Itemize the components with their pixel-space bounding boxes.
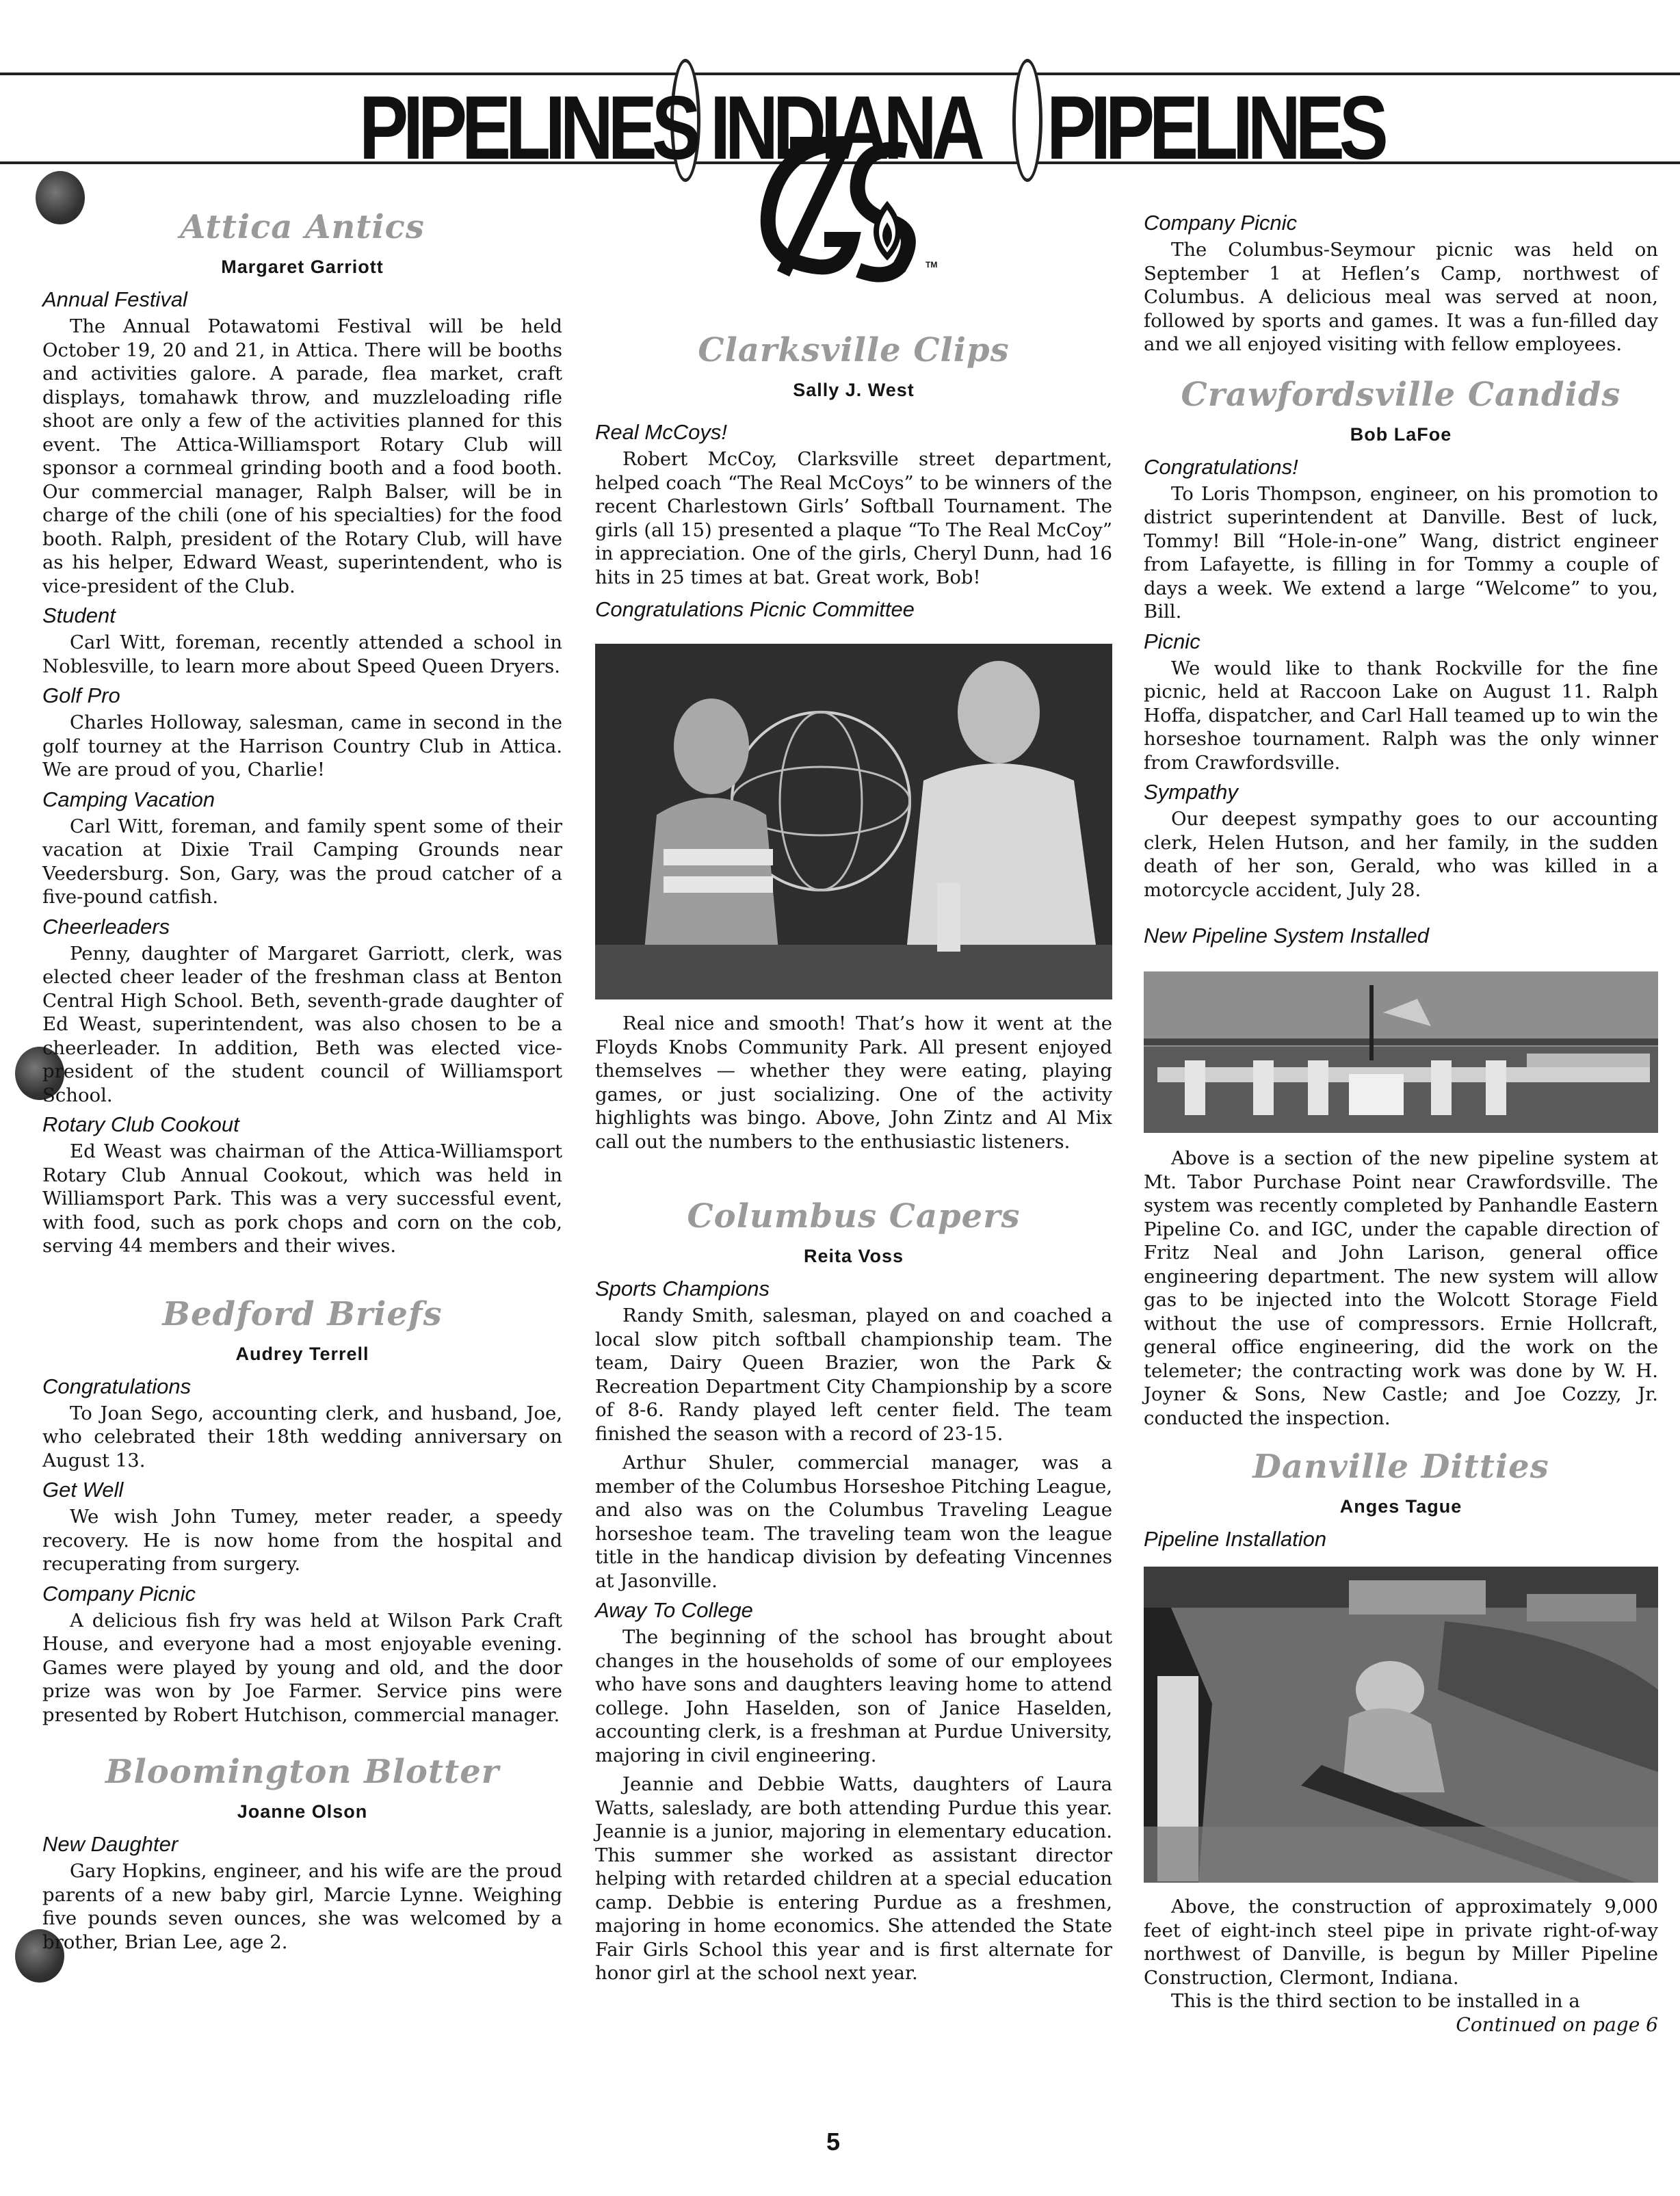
page-number: 5: [826, 2128, 841, 2156]
masthead-pipe-right: [1012, 59, 1042, 182]
clarksville-photo-caption: Real nice and smooth! That’s how it went at the Floyds Knobs Community Park. All present enjoyed themselves — whether they were eating, playing games, or just socializing. One of the activity highlights was bingo. Above, John Zintz and Al Mix call out the numbers to the enthusiastic listeners.: [595, 1012, 1112, 1153]
pipeline-system-photo-image: [1144, 971, 1658, 1133]
attica-text-4: Penny, daughter of Margaret Garriott, clerk, was elected cheer leader of the freshman class at Benton Central High School. Beth, seventh-grade daughter of Ed Weast, superintendent, was also chosen to be a cheerleader. In addition, Beth was elected vice-president of the student council of Williamsport School.: [42, 942, 562, 1106]
bloomington-title: Bloomington Blotter: [105, 1753, 500, 1791]
clarksville-title: Clarksville Clips: [698, 331, 1010, 369]
bedford-head-1: Get Well: [42, 1478, 124, 1502]
danville-title: Danville Ditties: [1252, 1448, 1549, 1486]
pipeline-system-photo: [1144, 971, 1658, 1133]
pipeline-photo-caption: Above is a section of the new pipeline system at Mt. Tabor Purchase Point near Crawfordsville. The system was recently completed by Panhandle Eastern Pipeline Co. and IGC, under the capable direction of Fritz Neal and John Larison, general office engineering department. The new system will allow gas to be injected into the Wolcott Storage Field without the use of compressors. Ernie Hollcraft, general office engineering, did the work on the telemeter; the contracting work was done by W. H. Joyner & Sons, New Castle; and Joe Cozzy, Jr. conducted the inspection.: [1144, 1147, 1658, 1429]
danville-last-line: This is the third section to be installed in a: [1171, 1990, 1580, 2012]
attica-head-3: Camping Vacation: [42, 787, 215, 811]
clarksville-byline: Sally J. West: [793, 380, 915, 400]
columbus-cont-head: Company Picnic: [1144, 211, 1297, 235]
bloomington-byline: Joanne Olson: [237, 1801, 368, 1822]
continued-notice: Continued on page 6: [1456, 2013, 1658, 2036]
column-1: [42, 205, 562, 1954]
indiana-gas-logo: [742, 103, 938, 301]
attica-head-4: Cheerleaders: [42, 914, 170, 939]
attica-head-1: Student: [42, 603, 116, 627]
columbus-text-1: Arthur Shuler, commercial manager, was a member of the Columbus Horseshoe Pitching League, and also was on the Columbus Traveling League horseshoe team. The traveling team won the league title in the handicap division by defeating Vincennes at Jasonville.: [595, 1452, 1112, 1592]
columbus-title: Columbus Capers: [687, 1197, 1021, 1236]
bloomington-text-0: Gary Hopkins, engineer, and his wife are the proud parents of a new baby girl, Marcie Lynne. Weighing five pounds seven ounces, she was welcomed by a brother, Brian Lee, age 2.: [42, 1860, 562, 1953]
columbus-head-0: Sports Champions: [595, 1277, 770, 1300]
bedford-text-1: We wish John Tumey, meter reader, a speedy recovery. He is now home from the hospital and recuperating from surgery.: [42, 1506, 562, 1575]
columbus-cont-text: The Columbus-Seymour picnic was held on September 1 at Heflen’s Camp, northwest of Columbus. A delicious meal was served at noon, followed by sports and games. It was a fun-filled day and we all enjoyed visiting with fellow employees.: [1144, 239, 1658, 355]
danville-photo-head: Pipeline Installation: [1144, 1527, 1327, 1551]
clarksville-text-0: Robert McCoy, Clarksville street department, helped coach “The Real McCoys” to be winners of the recent Charlestown Girls’ Softball Tournament. The girls (all 15) presented a plaque “To The Real McCoy” in appreciation. One of the girls, Cheryl Dunn, had 16 hits in 25 times at bat. Great work, Bob!: [595, 448, 1112, 588]
bedford-text-0: To Joan Sego, accounting clerk, and husband, Joe, who celebrated their 18th wedding anniversary on August 13.: [42, 1402, 562, 1472]
clarksville-head-0: Real McCoys!: [595, 420, 727, 444]
bedford-head-2: Company Picnic: [42, 1581, 196, 1606]
attica-head-2: Golf Pro: [42, 683, 120, 707]
bingo-photo: [595, 644, 1112, 999]
attica-text-5: Ed Weast was chairman of the Attica-Williamsport Rotary Club Annual Cookout, which was held in Williamsport Park. This was a very successful event, with food, such as pork chops and corn on the cob, serving 44 members and their wives.: [42, 1140, 562, 1257]
pipeline-photo-head: New Pipeline System Installed: [1144, 924, 1429, 947]
attica-head-5: Rotary Club Cookout: [42, 1112, 239, 1136]
masthead-word-left: PIPELINES: [359, 77, 696, 178]
crawfordsville-title: Crawfordsville Candids: [1181, 375, 1621, 414]
columbus-text-0: Randy Smith, salesman, played on and coached a local slow pitch softball championship team. The team, Dairy Queen Brazier, won the Park & Recreation Department City Championship by a score of 8-6. Randy played left center field. The team finished the season with a record of 23-15.: [595, 1305, 1112, 1445]
crawfordsville-head-1: Picnic: [1144, 629, 1200, 653]
columbus-text-3: Jeannie and Debbie Watts, daughters of Laura Watts, saleslady, are both attending Purdue this year. Jeannie is a junior, majoring in elementary education. This summer she worked as assistant director helping with retarded children at a special education camp. Debbie is entering Purdue as a freshmen, majoring in home economics. She attended the State Fair Girls School this year and is first alternate for honor girl at the school next year.: [595, 1773, 1112, 1984]
attica-text-3: Carl Witt, foreman, and family spent some of their vacation at Dixie Trail Camping Grounds near Veedersburg. Son, Gary, was the proud catcher of a five-pound catfish.: [42, 815, 562, 908]
crawfordsville-text-0: To Loris Thompson, engineer, on his promotion to district superintendent at Danville. Best of luck, Tommy! Bill “Hole-in-one” Wang, district engineer from Lafayette, is filling in for Tommy a couple of days a week. We extend a large “Welcome” to you, Bill.: [1144, 482, 1658, 623]
danville-pipeline-photo-image: [1144, 1567, 1658, 1883]
attica-title: Attica Antics: [180, 208, 425, 246]
column-2: [595, 328, 1112, 1985]
clarksville-photo-head: Congratulations Picnic Committee: [595, 597, 915, 621]
columbus-head-2: Away To College: [595, 1598, 753, 1622]
crawfordsville-head-2: Sympathy: [1144, 780, 1238, 804]
bloomington-head-0: New Daughter: [42, 1832, 179, 1856]
column-3: [1144, 205, 1658, 2037]
attica-text-2: Charles Holloway, salesman, came in second in the golf tourney at the Harrison Country Club in Attica. We are proud of you, Charlie!: [42, 711, 562, 781]
bingo-photo-image: [595, 644, 1112, 999]
bedford-byline: Audrey Terrell: [235, 1343, 369, 1364]
logo-tm-mark: TM: [926, 260, 938, 270]
crawfordsville-text-2: Our deepest sympathy goes to our accounting clerk, Helen Hutson, and her family, in the sudden death of her son, Gerald, who was killed in a motorcycle accident, July 28.: [1144, 808, 1658, 901]
bedford-title: Bedford Briefs: [162, 1294, 443, 1333]
danville-pipeline-photo: [1144, 1567, 1658, 1883]
masthead-line-top: [0, 73, 1680, 75]
crawfordsville-head-0: Congratulations!: [1144, 454, 1298, 479]
crawfordsville-text-1: We would like to thank Rockville for the fine picnic, held at Raccoon Lake on August 11. Ralph Hoffa, dispatcher, and Carl Hall teamed up to win the horseshoe tournament. Ralph was the only winner from Crawfordsville.: [1144, 657, 1658, 774]
attica-text-0: The Annual Potawatomi Festival will be held October 19, 20 and 21, in Attica. There will be booths and activities galore. A parade, flea market, craft displays, tomahawk throw, and muzzleloading rifle shoot are only a few of the activities planned for this event. The Attica-Williamsport Rotary Club will sponsor a cornmeal grinding booth and a food booth. Our commercial manager, Ralph Balser, will be in charge of the chili (one of his specialties) for the food booth. Ralph, president of the Rotary Club, will have as his helper, Edward Weast, superintendent, who is vice-president of the Club.: [42, 315, 562, 597]
attica-text-1: Carl Witt, foreman, recently attended a school in Noblesville, to learn more about Speed Queen Dryers.: [42, 631, 562, 677]
masthead-word-right: PIPELINES: [1047, 77, 1383, 178]
bedford-head-0: Congratulations: [42, 1374, 192, 1398]
attica-byline: Margaret Garriott: [221, 257, 384, 277]
danville-photo-caption: Above, the construction of approximately 9,000 feet of eight-inch steel pipe in private right-of-way northwest of Danville, is begun by Miller Pipeline Construction, Clermont, Indiana.: [1144, 1896, 1658, 1989]
masthead-word-center: INDIANA: [710, 77, 980, 178]
logo-graphic: [742, 103, 934, 301]
columbus-byline: Reita Voss: [803, 1246, 904, 1266]
danville-byline: Anges Tague: [1339, 1496, 1462, 1517]
attica-head-0: Annual Festival: [42, 287, 187, 311]
bedford-text-2: A delicious fish fry was held at Wilson Park Craft House, and everyone had a most enjoyable evening. Games were played by young and old, and the door prize was won by Joe Farmer. Service pins were presented by Robert Hutchison, commercial manager.: [42, 1609, 562, 1726]
columbus-text-2: The beginning of the school has brought about changes in the households of some of our employees who have sons and daughters leaving home to attend college. John Haselden, son of Janice Haselden, accounting clerk, is a freshman at Purdue University, majoring in civil engineering.: [595, 1626, 1112, 1766]
crawfordsville-byline: Bob LaFoe: [1350, 423, 1452, 445]
